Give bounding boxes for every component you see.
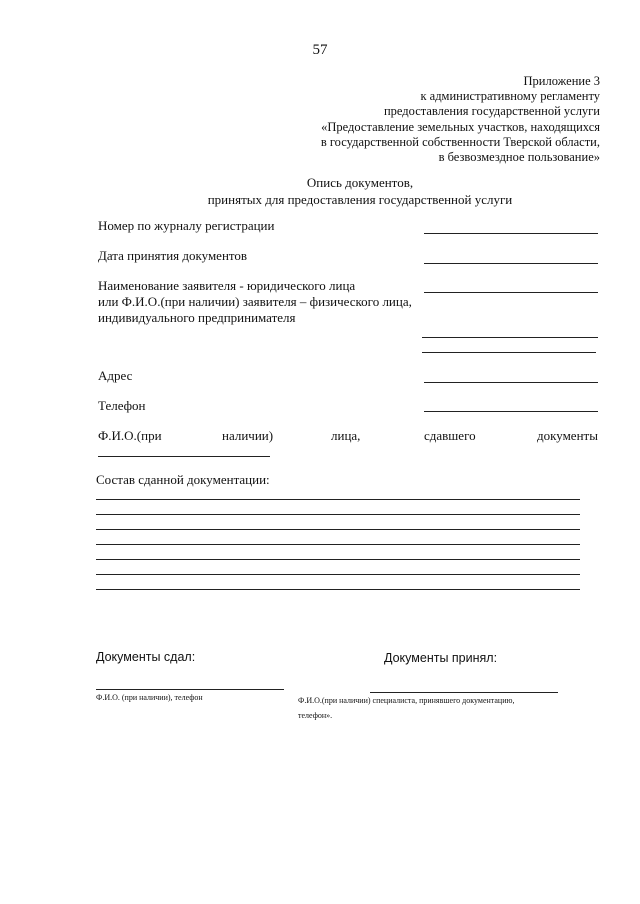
submitter-signature-line[interactable] (96, 689, 284, 690)
applicant-name-label-line-3: индивидуального предпринимателя (98, 310, 296, 325)
submitter-label-word-5: документы (537, 428, 598, 443)
phone-line[interactable] (424, 411, 598, 412)
applicant-name-line-3[interactable] (422, 352, 596, 353)
appendix-line-3: предоставления государственной услуги (383, 104, 600, 118)
documents-line-4[interactable] (96, 544, 580, 545)
documents-line-2[interactable] (96, 514, 580, 515)
registration-number-line[interactable] (424, 233, 598, 234)
address-label: Адрес (98, 368, 133, 383)
address-line[interactable] (424, 382, 598, 383)
document-title-line-2: принятых для предоставления государственной услуги (207, 192, 513, 207)
submitter-caption: Ф.И.О. (при наличии), телефон (96, 693, 203, 702)
documents-line-6[interactable] (96, 574, 580, 575)
appendix-line-6: в безвозмездное пользование» (438, 150, 600, 164)
documents-line-7[interactable] (96, 589, 580, 590)
receiver-caption-line-1: Ф.И.О.(при наличии) специалиста, принявшего документацию, (298, 696, 515, 705)
submitted-by-label: Документы сдал: (96, 650, 196, 664)
acceptance-date-label: Дата принятия документов (98, 248, 248, 263)
submitter-label-word-2: наличии) (222, 428, 274, 443)
accepted-by-label: Документы принял: (384, 651, 498, 665)
document-title-line-1: Опись документов, (306, 175, 414, 190)
applicant-name-line-2[interactable] (422, 337, 598, 338)
submitter-label-word-4: сдавшего (424, 428, 476, 443)
applicant-name-label-line-1: Наименование заявителя - юридического лица (98, 278, 356, 293)
submitter-name-line[interactable] (98, 456, 270, 457)
page-number: 57 (312, 42, 328, 58)
documents-line-5[interactable] (96, 559, 580, 560)
appendix-line-5: в государственной собственности Тверской области, (320, 135, 600, 149)
registration-number-label: Номер по журналу регистрации (98, 218, 275, 233)
submitter-label-word-1: Ф.И.О.(при (98, 428, 162, 443)
appendix-line-1: Приложение 3 (523, 74, 600, 88)
submitter-label-word-3: лица, (331, 428, 361, 443)
documents-line-3[interactable] (96, 529, 580, 530)
applicant-name-label-line-2: или Ф.И.О.(при наличии) заявителя – физического лица, (98, 294, 412, 309)
phone-label: Телефон (98, 398, 146, 413)
receiver-caption-line-2: телефон». (298, 711, 333, 720)
documents-line-1[interactable] (96, 499, 580, 500)
documents-section-label: Состав сданной документации: (96, 472, 270, 487)
receiver-signature-line[interactable] (370, 692, 558, 693)
applicant-name-line-1[interactable] (424, 292, 598, 293)
acceptance-date-line[interactable] (424, 263, 598, 264)
appendix-line-2: к административному регламенту (420, 89, 600, 103)
appendix-line-4: «Предоставление земельных участков, находящихся (321, 120, 600, 134)
